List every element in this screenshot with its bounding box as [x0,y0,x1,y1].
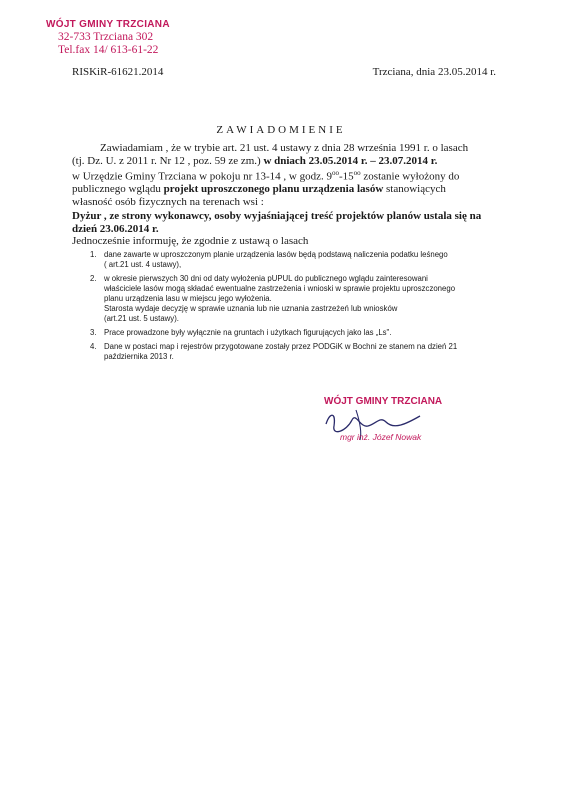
body-text: (tj. Dz. U. z 2011 r. Nr 12 , poz. 59 ze zm.) [72,154,261,167]
list-line: Starosta wydaje decyzję w sprawie uznania lub nie uznania zastrzeżeń lub wniosków [104,304,398,313]
signatory-name: mgr inż. Józef Nowak [340,432,422,442]
stamp-phone: Tel.fax 14/ 613-61-22 [58,44,159,56]
body-line [72,155,492,168]
body-line: własność osób fizycznych na terenach wsi : [72,195,264,208]
document-date: Trzciana, dnia 23.05.2014 r. [372,66,496,78]
body-line: Jednocześnie informuję, że zgodnie z ustawą o lasach [72,235,309,248]
list-number: 2. [90,274,97,283]
document-body [72,142,492,248]
body-line: Zawiadamiam , że w trybie art. 21 ust. 4 ustawy z dnia 28 września 1991 r. o lasach [100,142,469,154]
duty-line: Dyżur , ze strony wykonawcy, osoby wyjaśniającej treść projektów planów ustala się na [72,210,482,223]
duty-date: dzień 23.06.2014 r. [72,222,159,235]
list-line: Dane w postaci map i rejestrów przygotowane zostały przez PODGiK w Bochni ze stanem na dzień 21 [104,342,458,351]
body-line [72,167,492,183]
body-text: w Urzędzie Gminy Trzciana w pokoju nr 13-14 , w godz. 9 [72,170,332,183]
document-title: ZAWIADOMIENIE [216,124,346,136]
list-item [90,250,495,270]
body-text: stanowiących [383,183,446,196]
stamp-office-name: WÓJT GMINY TRZCIANA [46,19,170,30]
list-number: 1. [90,250,97,259]
body-line [72,183,492,196]
list-item [90,328,495,338]
list-line: października 2013 r. [104,352,174,361]
list-line: Prace prowadzone były wyłącznie na gruntach i użytkach figurujących jako las „Ls". [104,328,392,337]
list-number: 3. [90,328,97,337]
information-list [90,250,495,366]
project-name: projekt uproszczonego planu urządzenia lasów [163,183,384,196]
body-text: publicznego wglądu [72,183,164,196]
list-line: dane zawarte w uproszczonym planie urządzenia lasów będą podstawą naliczenia podatku leśnego [104,250,448,259]
signature-stamp-title: WÓJT GMINY TRZCIANA [324,396,443,407]
signature-stroke [326,415,420,431]
office-stamp [46,18,170,57]
display-period: w dniach 23.05.2014 r. – 23.07.2014 r. [260,154,438,167]
list-line: (art.21 ust. 5 ustawy). [104,314,179,323]
reference-number: RISKiR-61621.2014 [72,66,164,78]
superscript: oo [331,169,339,177]
signature-block [316,396,476,456]
list-line: właściciele lasów mogą składać ewentualne zastrzeżenia i wnioski w sprawie projektu uproszczonego [104,284,456,293]
stamp-address: 32-733 Trzciana 302 [58,31,154,43]
superscript: oo [353,169,361,177]
list-line: ( art.21 ust. 4 ustawy), [104,260,182,269]
list-line: w okresie pierwszych 30 dni od daty wyłożenia pUPUL do publicznego wglądu zainteresowani [104,274,428,283]
body-text: zostanie wyłożony do [360,170,460,183]
body-text: -15 [338,170,354,183]
list-item [90,342,495,362]
list-line: planu urządzenia lasu w miejscu jego wyłożenia. [104,294,272,303]
list-item [90,274,495,324]
list-number: 4. [90,342,97,351]
